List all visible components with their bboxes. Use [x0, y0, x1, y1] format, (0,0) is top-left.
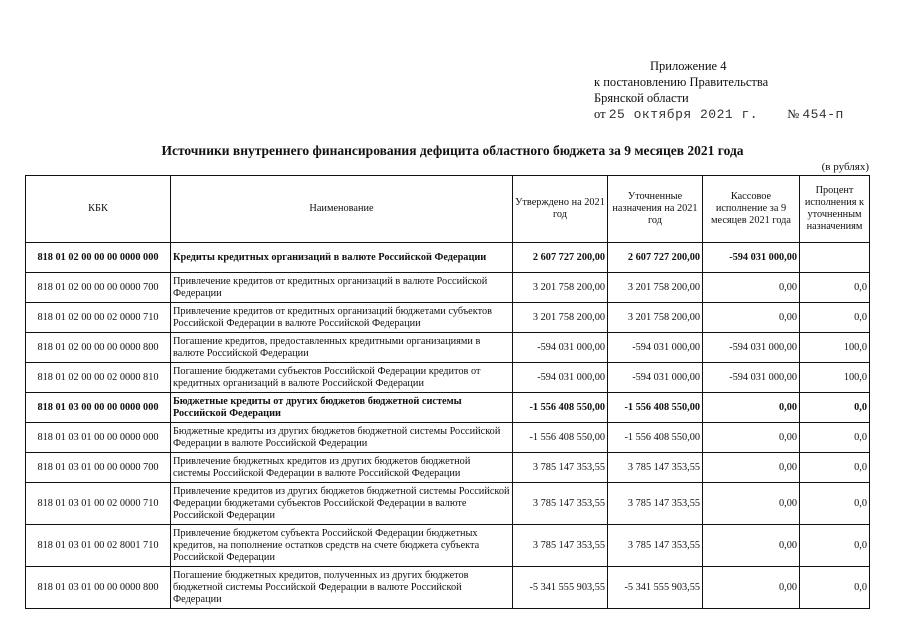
header-percent: Процент исполнения к уточненным назначениям	[800, 176, 870, 243]
appendix-block	[594, 58, 844, 123]
cell-cash: 0,00	[703, 483, 800, 525]
cell-refined: -594 031 000,00	[608, 333, 703, 363]
cell-approved: 3 785 147 353,55	[513, 525, 608, 567]
cell-name: Кредиты кредитных организаций в валюте Российской Федерации	[171, 243, 513, 273]
document-title: Источники внутреннего финансирования дефицита областного бюджета за 9 месяцев 2021 года	[161, 143, 744, 158]
cell-percent: 0,0	[800, 453, 870, 483]
table-row	[26, 423, 870, 453]
cell-name: Погашение бюджетами субъектов Российской Федерации кредитов от кредитных организаций в валюте Российской Федерации	[171, 363, 513, 393]
table-header-row	[26, 176, 870, 243]
cell-approved: -594 031 000,00	[513, 333, 608, 363]
cell-cash: 0,00	[703, 423, 800, 453]
cell-percent: 100,0	[800, 333, 870, 363]
cell-percent	[800, 243, 870, 273]
appendix-line-2: Брянской области	[594, 91, 689, 105]
cell-name: Бюджетные кредиты от других бюджетов бюджетной системы Российской Федерации	[171, 393, 513, 423]
cell-cash: 0,00	[703, 453, 800, 483]
cell-percent: 0,0	[800, 567, 870, 609]
table-row	[26, 567, 870, 609]
cell-approved: 2 607 727 200,00	[513, 243, 608, 273]
cell-approved: -5 341 555 903,55	[513, 567, 608, 609]
cell-refined: -1 556 408 550,00	[608, 393, 703, 423]
cell-percent: 0,0	[800, 525, 870, 567]
cell-refined: 3 201 758 200,00	[608, 303, 703, 333]
cell-name: Погашение бюджетных кредитов, полученных из других бюджетов бюджетной системы Российской Федерации в валюте Российской Федерации	[171, 567, 513, 609]
table-row	[26, 525, 870, 567]
cell-percent: 0,0	[800, 483, 870, 525]
cell-kbk: 818 01 03 01 00 00 0000 800	[26, 567, 171, 609]
cell-approved: -594 031 000,00	[513, 363, 608, 393]
cell-refined: 2 607 727 200,00	[608, 243, 703, 273]
cell-refined: -1 556 408 550,00	[608, 423, 703, 453]
cell-refined: 3 785 147 353,55	[608, 453, 703, 483]
cell-cash: 0,00	[703, 303, 800, 333]
cell-refined: -594 031 000,00	[608, 363, 703, 393]
cell-refined: 3 201 758 200,00	[608, 273, 703, 303]
cell-name: Привлечение кредитов из других бюджетов бюджетной системы Российской Федерации бюджетами субъектов Российской Федерации в валюте Российской Федерации	[171, 483, 513, 525]
cell-percent: 0,0	[800, 303, 870, 333]
cell-cash: 0,00	[703, 525, 800, 567]
cell-kbk: 818 01 03 01 00 00 0000 000	[26, 423, 171, 453]
cell-cash: 0,00	[703, 273, 800, 303]
table-row	[26, 363, 870, 393]
cell-approved: -1 556 408 550,00	[513, 423, 608, 453]
cell-kbk: 818 01 02 00 00 02 0000 710	[26, 303, 171, 333]
cell-kbk: 818 01 02 00 00 00 0000 800	[26, 333, 171, 363]
table-row	[26, 453, 870, 483]
cell-kbk: 818 01 03 00 00 00 0000 000	[26, 393, 171, 423]
cell-refined: -5 341 555 903,55	[608, 567, 703, 609]
date-value: 25 октября 2021 г.	[608, 107, 759, 122]
cell-kbk: 818 01 02 00 00 00 0000 000	[26, 243, 171, 273]
cell-name: Привлечение кредитов от кредитных организаций бюджетами субъектов Российской Федерации в валюте Российской Федерации	[171, 303, 513, 333]
cell-approved: 3 201 758 200,00	[513, 273, 608, 303]
units-note: (в рублях)	[821, 161, 869, 173]
number-value: 454-п	[802, 107, 844, 122]
appendix-title: Приложение 4	[650, 59, 727, 73]
cell-cash: -594 031 000,00	[703, 363, 800, 393]
cell-approved: 3 785 147 353,55	[513, 453, 608, 483]
cell-percent: 0,0	[800, 273, 870, 303]
table-row	[26, 273, 870, 303]
header-refined: Уточненные назначения на 2021 год	[608, 176, 703, 243]
header-approved: Утверждено на 2021 год	[513, 176, 608, 243]
cell-cash: -594 031 000,00	[703, 333, 800, 363]
cell-refined: 3 785 147 353,55	[608, 525, 703, 567]
cell-kbk: 818 01 03 01 00 00 0000 700	[26, 453, 171, 483]
cell-approved: 3 785 147 353,55	[513, 483, 608, 525]
cell-name: Привлечение бюджетом субъекта Российской Федерации бюджетных кредитов, на пополнение остатков средств на счете бюджета субъекта Российской Федерации	[171, 525, 513, 567]
number-sign: №	[787, 107, 800, 121]
table-row	[26, 333, 870, 363]
cell-percent: 0,0	[800, 423, 870, 453]
cell-kbk: 818 01 03 01 00 02 0000 710	[26, 483, 171, 525]
cell-approved: 3 201 758 200,00	[513, 303, 608, 333]
date-prefix: от	[594, 107, 606, 121]
appendix-line-1: к постановлению Правительства	[594, 75, 769, 89]
cell-refined: 3 785 147 353,55	[608, 483, 703, 525]
cell-name: Привлечение бюджетных кредитов из других бюджетов бюджетной системы Российской Федерации в валюте Российской Федерации	[171, 453, 513, 483]
header-name: Наименование	[171, 176, 513, 243]
cell-cash: 0,00	[703, 393, 800, 423]
table-row	[26, 303, 870, 333]
table-row	[26, 393, 870, 423]
financing-table	[25, 175, 870, 609]
cell-approved: -1 556 408 550,00	[513, 393, 608, 423]
cell-name: Привлечение кредитов от кредитных организаций в валюте Российской Федерации	[171, 273, 513, 303]
cell-kbk: 818 01 02 00 00 02 0000 810	[26, 363, 171, 393]
table-row	[26, 483, 870, 525]
cell-cash: 0,00	[703, 567, 800, 609]
table-row	[26, 243, 870, 273]
appendix-date-line	[594, 106, 844, 123]
cell-name: Погашение кредитов, предоставленных кредитными организациями в валюте Российской Федерации	[171, 333, 513, 363]
cell-cash: -594 031 000,00	[703, 243, 800, 273]
cell-percent: 100,0	[800, 363, 870, 393]
header-cash: Кассовое исполнение за 9 месяцев 2021 года	[703, 176, 800, 243]
cell-kbk: 818 01 02 00 00 00 0000 700	[26, 273, 171, 303]
cell-kbk: 818 01 03 01 00 02 8001 710	[26, 525, 171, 567]
cell-name: Бюджетные кредиты из других бюджетов бюджетной системы Российской Федерации в валюте Российской Федерации	[171, 423, 513, 453]
cell-percent: 0,0	[800, 393, 870, 423]
header-kbk: КБК	[26, 176, 171, 243]
